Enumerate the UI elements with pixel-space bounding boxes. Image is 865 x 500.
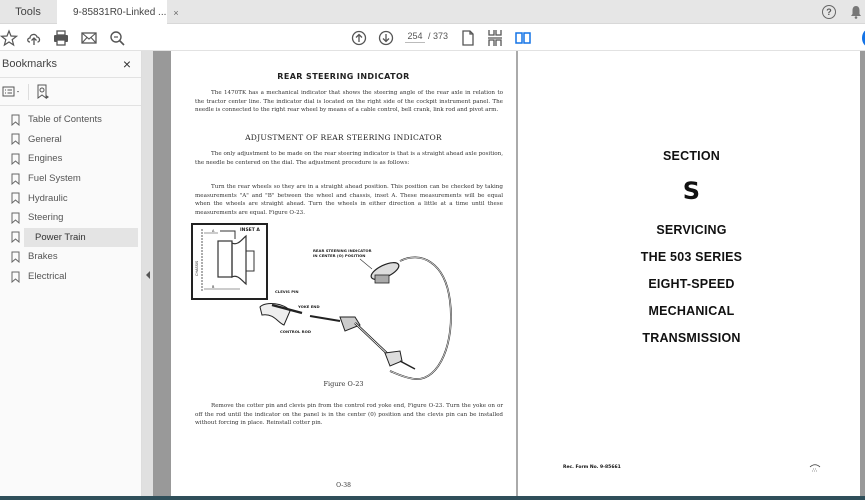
bookmark-icon	[11, 231, 20, 243]
subsection-heading: ADJUSTMENT OF REAR STEERING INDICATOR	[245, 133, 442, 142]
svg-text:B: B	[212, 285, 215, 289]
title-line-servicing: SERVICING	[656, 223, 727, 237]
bookmark-brakes[interactable]	[0, 247, 138, 267]
bell-icon[interactable]	[850, 5, 862, 19]
bookmark-table-of-contents[interactable]	[0, 110, 138, 130]
section-letter: S	[682, 177, 701, 205]
toolbar-divider	[28, 84, 29, 100]
document-gutter	[153, 51, 171, 496]
previous-page-icon[interactable]	[350, 29, 368, 47]
bookmark-label: Brakes	[28, 251, 58, 263]
printer-mark-icon	[808, 463, 822, 473]
mail-icon[interactable]	[80, 29, 98, 47]
tab-tools[interactable]: Tools	[15, 6, 41, 18]
svg-text:CLEVIS PIN: CLEVIS PIN	[275, 289, 299, 294]
bookmarks-title: Bookmarks	[2, 58, 58, 70]
document-page-right	[518, 51, 865, 496]
two-page-view-icon[interactable]	[514, 29, 532, 47]
bookmark-steering[interactable]	[0, 208, 138, 228]
tab-bar	[0, 0, 865, 24]
upload-icon[interactable]	[25, 29, 43, 47]
procedure-paragraph: Turn the rear wheels so they are in a straight ahead position. This position can be checked by taking measurements "A" and "B" between the wheel and chassis, inset A. These measurements will be equal when the wheels are straight ahead. Turn the wheels in either direction a little at a time until these measurements are equal. Figure O-23.	[195, 184, 503, 216]
title-line-mechanical: MECHANICAL	[648, 304, 735, 318]
steering-indicator-diagram	[190, 221, 470, 396]
bookmark-icon	[11, 153, 20, 165]
bookmark-power-train[interactable]	[24, 228, 138, 248]
tab-document-label: 9-85831R0-Linked ...	[73, 7, 167, 18]
bookmark-label: Steering	[28, 212, 64, 224]
title-line-series: THE 503 SERIES	[640, 250, 743, 264]
bookmark-icon	[11, 192, 20, 204]
add-bookmark-icon[interactable]	[35, 84, 51, 100]
bookmark-hydraulic[interactable]	[0, 188, 138, 208]
bookmark-label: General	[28, 133, 62, 145]
bookmark-electrical[interactable]	[0, 267, 138, 287]
document-page-left	[171, 51, 516, 496]
bookmark-label: Engines	[28, 153, 63, 165]
bookmark-fuel-system[interactable]	[0, 169, 138, 189]
bookmark-icon	[11, 114, 20, 126]
svg-text:CONTROL ROD: CONTROL ROD	[280, 329, 311, 334]
form-number: Rec. Form No. 9-85661	[563, 465, 621, 470]
svg-text:YOKE END: YOKE END	[298, 304, 320, 309]
svg-text:A: A	[212, 229, 215, 233]
inset-a-label: INSET A	[240, 228, 260, 233]
bookmark-label: Hydraulic	[28, 192, 68, 204]
bookmark-icon	[11, 251, 20, 263]
bookmark-list	[0, 106, 141, 286]
bookmark-label: Fuel System	[28, 173, 81, 185]
close-tab-icon[interactable]: ×	[173, 7, 179, 18]
title-line-eight-speed: EIGHT-SPEED	[648, 277, 735, 291]
help-icon[interactable]: ?	[822, 5, 836, 19]
bookmarks-panel	[0, 51, 142, 496]
os-taskbar-edge	[0, 496, 865, 500]
bookmark-icon	[11, 212, 20, 224]
bookmark-label: Table of Contents	[28, 114, 102, 126]
removal-paragraph: Remove the cotter pin and clevis pin from the control rod yoke end, Figure O-23. Turn the yoke on or off the rod until the indicator on the panel is in the center (0) position and the clevis pin can be installed without forcing in place. Reinstall cotter pin.	[195, 403, 503, 427]
zoom-search-icon[interactable]	[108, 29, 126, 47]
bookmark-engines[interactable]	[0, 149, 138, 169]
star-icon[interactable]	[0, 29, 18, 47]
svg-text:REAR STEERING INDICATOR: REAR STEERING INDICATOR	[313, 248, 372, 253]
section-label: SECTION	[663, 149, 720, 163]
page-number-input[interactable]: 254	[405, 31, 425, 43]
page-total: / 373	[428, 31, 449, 41]
single-page-view-icon[interactable]	[459, 29, 477, 47]
bookmarks-header	[0, 51, 141, 78]
section-heading: REAR STEERING INDICATOR	[277, 72, 410, 81]
bookmark-general[interactable]	[0, 130, 138, 150]
options-menu-icon[interactable]	[2, 85, 22, 99]
tab-document[interactable]	[57, 0, 179, 25]
intro-paragraph: The 1470TK has a mechanical indicator that shows the steering angle of the rear axle in relation to the tractor center line. The indicator dial is located on the right side of the cockpit instrument panel. The needle is connected to the right rear wheel by means of a cable control, bell crank, link rod and pivot arm.	[195, 90, 503, 114]
figure-caption: Figure O-23	[323, 380, 364, 388]
bookmark-icon	[11, 133, 20, 145]
bookmark-label: Power Train	[35, 231, 86, 243]
bookmark-icon	[11, 173, 20, 185]
vertical-scrollbar[interactable]	[860, 51, 865, 496]
svg-text:CHASSIS: CHASSIS	[195, 260, 199, 276]
main-toolbar	[0, 25, 865, 51]
close-panel-icon[interactable]: ×	[122, 56, 131, 72]
page-footer-number: O-38	[336, 482, 351, 489]
next-page-icon[interactable]	[377, 29, 395, 47]
scrolling-view-icon[interactable]	[486, 29, 504, 47]
adjustment-paragraph: The only adjustment to be made on the rear steering indicator is that is a straight ahead axle position, the needle be centered on the dial. The adjustment procedure is as follows:	[195, 151, 503, 166]
bookmark-label: Electrical	[28, 271, 67, 283]
print-icon[interactable]	[52, 29, 70, 47]
collapse-panel-arrow-icon[interactable]	[146, 271, 150, 279]
bookmarks-toolbar	[0, 78, 141, 106]
title-line-transmission: TRANSMISSION	[642, 331, 741, 345]
svg-text:IN CENTER (O) POSITION: IN CENTER (O) POSITION	[313, 253, 366, 258]
bookmark-icon	[11, 271, 20, 283]
